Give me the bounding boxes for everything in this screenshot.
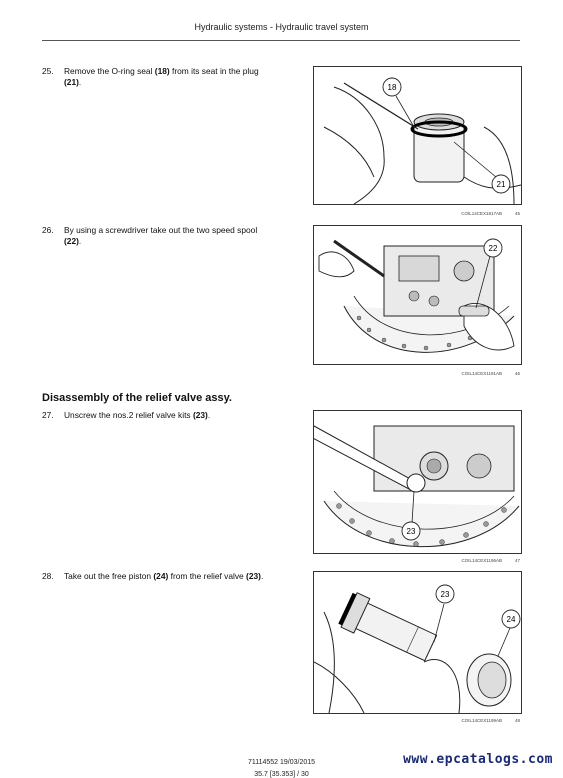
- figure-code: COIL14CEX1199AB: [461, 718, 502, 723]
- figure-number: 45: [514, 211, 520, 216]
- step-25: 25. Remove the O-ring seal (18) from its seat in the plug (21).: [42, 66, 259, 87]
- step-26: 26. By using a screwdriver take out the two speed spool (22).: [42, 225, 258, 246]
- figure-code: COIL14CEX1817AB: [461, 211, 502, 216]
- figure-47: [313, 410, 522, 554]
- figure-code: COIL14CEX1196AB: [461, 558, 502, 563]
- callout-label: 18: [387, 83, 397, 92]
- callout-label: 22: [488, 244, 498, 253]
- figure-48-illustration: [314, 572, 521, 713]
- callout-label: 24: [506, 615, 516, 624]
- watermark: www.epcatalogs.com: [403, 752, 553, 767]
- callout-label: 23: [406, 527, 416, 536]
- step-28: 28. Take out the free piston (24) from the relief valve (23).: [42, 571, 264, 581]
- step-number: 27.: [42, 410, 54, 420]
- figure-45-illustration: [314, 67, 521, 204]
- figure-46: [313, 225, 522, 365]
- step-number: 28.: [42, 571, 54, 581]
- figure-48: [313, 571, 522, 714]
- figure-45: [313, 66, 522, 205]
- section-heading: Disassembly of the relief valve assy.: [42, 392, 232, 404]
- page-header: Hydraulic systems - Hydraulic travel system: [194, 22, 369, 32]
- figure-number: 47: [514, 558, 520, 563]
- callout-label: 23: [440, 590, 450, 599]
- footer-page-reference: 35.7 [35.353] / 30: [254, 771, 309, 778]
- footer-document-code: 71114552 19/03/2015: [247, 759, 316, 766]
- figure-number: 46: [514, 371, 520, 376]
- figure-code: COIL14CEX1191AB: [461, 371, 502, 376]
- step-27: 27. Unscrew the nos.2 relief valve kits (23).: [42, 410, 211, 420]
- callout-label: 21: [496, 180, 506, 189]
- step-number: 25.: [42, 66, 54, 76]
- figure-number: 48: [514, 718, 520, 723]
- header-rule: [42, 40, 520, 41]
- figure-47-illustration: [314, 411, 521, 553]
- figure-46-illustration: [314, 226, 521, 364]
- step-number: 26.: [42, 225, 54, 235]
